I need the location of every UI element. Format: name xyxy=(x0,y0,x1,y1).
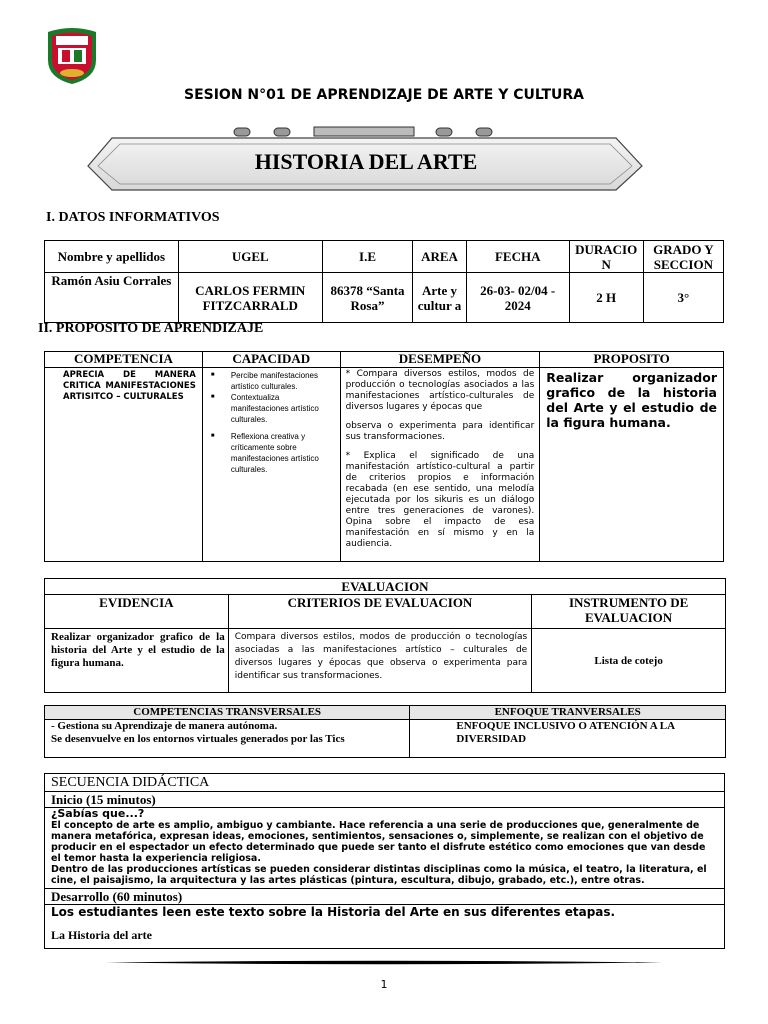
header-duracion: DURACIO N xyxy=(569,241,643,273)
evaluacion-table xyxy=(44,578,726,693)
value-grado: 3° xyxy=(643,273,723,323)
secuencia-title: SECUENCIA DIDÁCTICA xyxy=(45,774,725,792)
value-duracion: 2 H xyxy=(569,273,643,323)
desarrollo-intro: Los estudiantes leen este texto sobre la Historia del Arte en sus diferentes etapas. xyxy=(51,905,616,919)
header-grado: GRADO Y SECCION xyxy=(643,241,723,273)
header-enfoque-transversales: ENFOQUE TRANVERSALES xyxy=(410,706,726,720)
header-area: AREA xyxy=(413,241,466,273)
header-criterios: CRITERIOS DE EVALUACION xyxy=(228,595,531,629)
value-nombre: Ramón Asiu Corrales xyxy=(45,273,179,323)
instrumento-text: Lista de cotejo xyxy=(532,629,726,693)
header-competencia: COMPETENCIA xyxy=(45,352,203,368)
desempeno-text-2: observa o experimenta para identificar sus transformaciones. xyxy=(345,421,535,442)
proposito-heading: II. PROPOSITO DE APRENDIZAJE xyxy=(38,321,264,336)
capacidad-list xyxy=(207,370,338,475)
header-proposito: PROPOSITO xyxy=(540,352,724,368)
school-crest-logo xyxy=(44,26,100,86)
enfoque-text: ENFOQUE INCLUSIVO O ATENCIÓN A LA DIVERSIDAD xyxy=(410,720,726,758)
header-fecha: FECHA xyxy=(466,241,569,273)
value-ie: 86378 “Santa Rosa” xyxy=(322,273,413,323)
value-fecha: 26-03- 02/04 - 2024 xyxy=(466,273,569,323)
competencia-transversal-2: Se desenvuelve en los entornos virtuales generados por las Tics xyxy=(51,733,345,745)
capacidad-item: ■ Percibe manifestaciones artístico culturales. xyxy=(207,370,338,392)
desempeno-text-1: * Compara diversos estilos, modos de producción o tecnologías asociados a las manifestaciones artístico-culturales de diversos lugares y épocas que xyxy=(345,369,535,412)
header-ugel: UGEL xyxy=(178,241,322,273)
desempeno-text-3: * Explica el significado de una manifestación artístico-cultural a partir de criterios propios e información recabada (en ese sentido, una melodía ejecutada por los sikuris es un diálogo entre tres generaciones de varones). Opina sobre el impacto de esa manifestación en sí mismo y en la audiencia. xyxy=(345,451,535,549)
footer-divider xyxy=(106,960,662,965)
evaluacion-title: EVALUACION xyxy=(45,579,726,595)
inicio-paragraph-2: Dentro de las producciones artísticas se pueden considerar distintas disciplinas como la música, el teatro, la literatura, el cine, el paisajismo, la arquitectura y las artes plásticas (pintura, escultura, dibujo, grabado, etc.), entre otras. xyxy=(51,864,707,886)
competencia-transversal-1: - Gestiona su Aprendizaje de manera autónoma. xyxy=(51,720,278,732)
competencia-text: APRECIA DE MANERA CRITICA MANIFESTACIONES ARTISITCO – CULTURALES xyxy=(63,370,196,402)
value-ugel: CARLOS FERMIN FITZCARRALD xyxy=(178,273,322,323)
capacidad-item: ■ Contextualiza manifestaciones artístico culturales. xyxy=(207,392,338,425)
header-desempeno: DESEMPEÑO xyxy=(340,352,540,368)
secuencia-table xyxy=(44,773,725,949)
header-competencias-transversales: COMPETENCIAS TRANSVERSALES xyxy=(45,706,410,720)
transversales-table xyxy=(44,705,726,758)
desarrollo-label: Desarrollo (60 minutos) xyxy=(45,889,725,905)
proposito-table xyxy=(44,351,724,562)
proposito-text: Realizar organizador grafico de la historia del Arte y el estudio de la figura humana. xyxy=(546,370,717,430)
header-capacidad: CAPACIDAD xyxy=(202,352,340,368)
inicio-label: Inicio (15 minutos) xyxy=(45,792,725,808)
page-number: 1 xyxy=(380,978,388,991)
header-ie: I.E xyxy=(322,241,413,273)
banner-title: HISTORIA DEL ARTE xyxy=(254,149,478,174)
evidencia-text: Realizar organizador grafico de la historia del Arte y el estudio de la figura humana. xyxy=(45,629,229,693)
historia-subtitle: La Historia del arte xyxy=(51,928,152,942)
header-nombre: Nombre y apellidos xyxy=(45,241,179,273)
session-title: SESION N°01 DE APRENDIZAJE DE ARTE Y CULTURA xyxy=(183,87,584,103)
sabias-que: ¿Sabías que...? xyxy=(51,807,145,820)
inicio-paragraph-1: El concepto de arte es amplio, ambiguo y cambiante. Hace referencia a una serie de producciones que, generalmente de manera metafórica, expresan ideas, emociones, sentimientos, sensaciones o, simplemente, se realizan con el objetivo de producir en el espectador un efecto determinado que puede ser tanto el disfrute estético como emociones que van desde el temor hasta la experiencia religiosa. xyxy=(51,820,706,864)
datos-heading: I. DATOS INFORMATIVOS xyxy=(46,210,220,225)
criterios-text: Compara diversos estilos, modos de producción o tecnologías asociadas a las manifestaciones artístico – culturales de diversos lugares y épocas que observa o experimenta para identificar sus transformaciones. xyxy=(234,632,528,681)
header-instrumento: INSTRUMENTO DE EVALUACION xyxy=(532,595,726,629)
header-evidencia: EVIDENCIA xyxy=(45,595,229,629)
value-area: Arte y cultur a xyxy=(413,273,466,323)
capacidad-item: ■ Reflexiona creativa y críticamente sobre manifestaciones artístico culturales. xyxy=(207,431,338,475)
datos-table xyxy=(44,240,724,323)
